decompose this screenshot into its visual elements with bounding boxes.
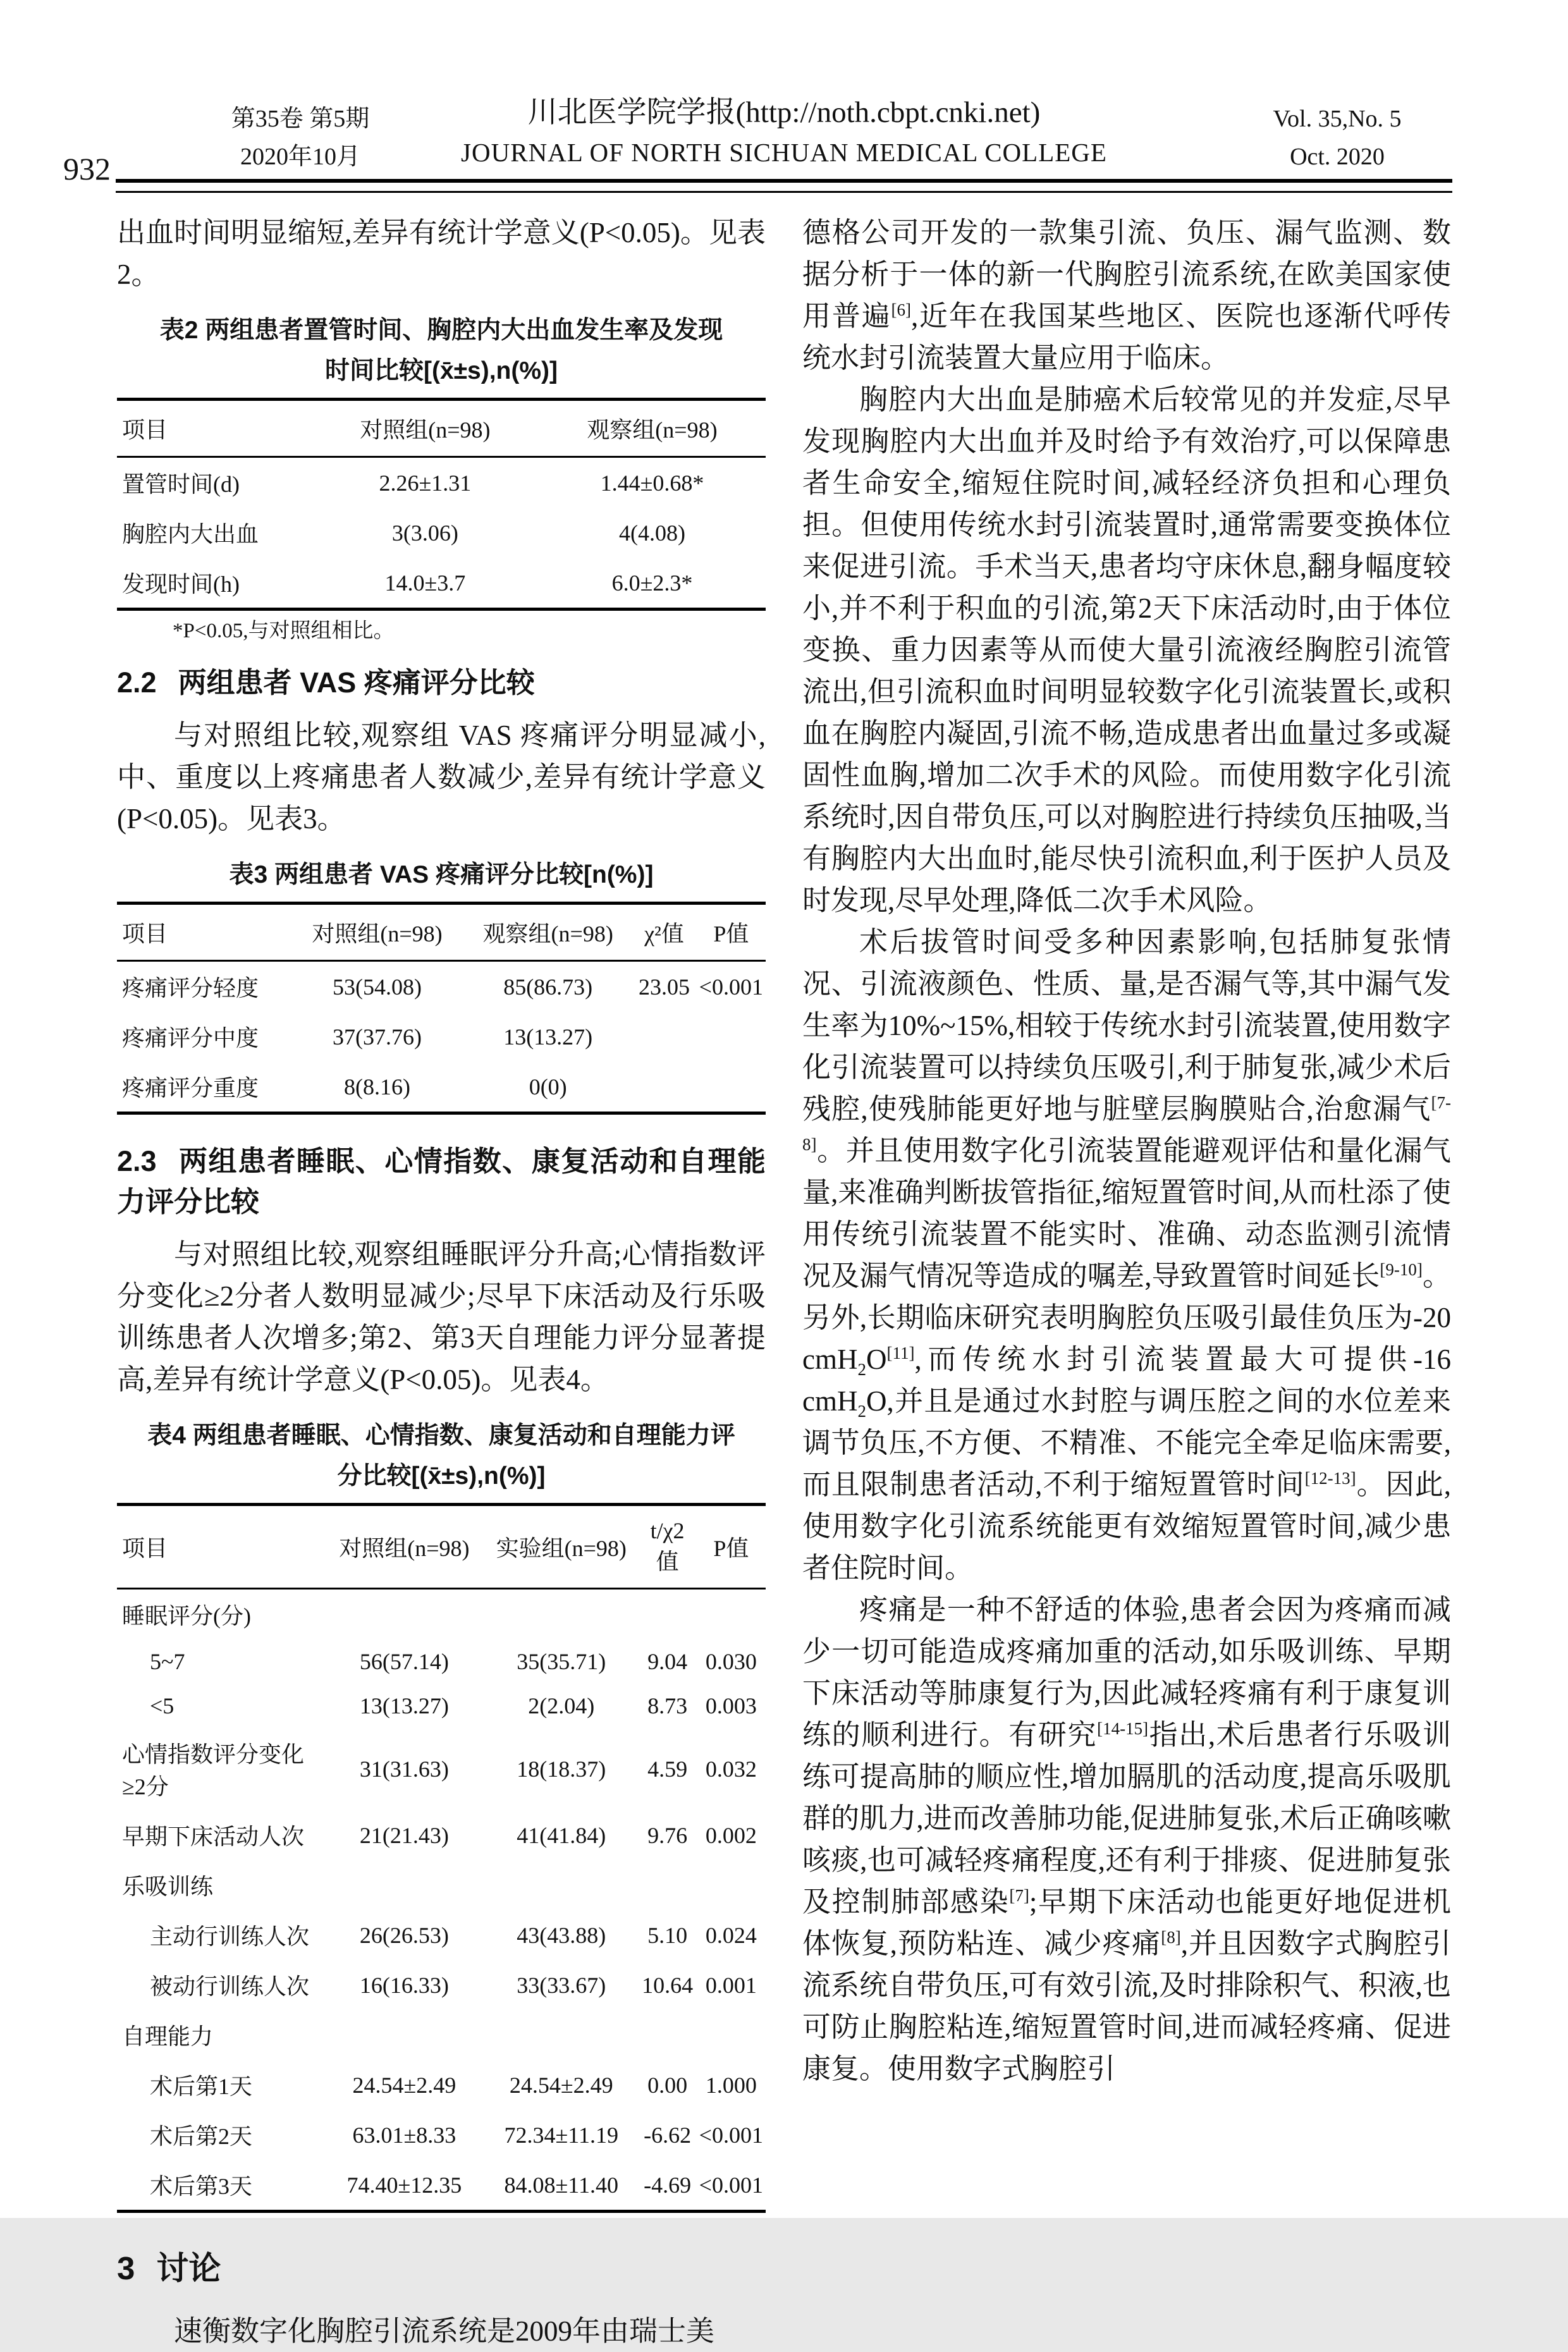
table-row: [117, 1589, 766, 1640]
table-cell: 主动行训练人次: [150, 1924, 310, 1949]
table-header-cell: χ²值: [644, 921, 684, 946]
table-cell: 0.024: [705, 1922, 757, 1948]
section-3-paragraph: 速衡数字化胸腔引流系统是2009年由瑞士美: [174, 2315, 715, 2347]
table-header-cell: t/χ2值: [650, 1518, 685, 1574]
section-3-heading: [117, 2248, 766, 2289]
page-number: 932: [63, 151, 111, 187]
table-row: [117, 2160, 766, 2212]
section-2-3-paragraph: 与对照组比较,观察组睡眠评分升高;心情指数评分变化≥2分者人数明显减少;尽早下床活动及行乐吸训练患者人次增多;第2、第3天自理能力评分显著提高,差异有统计学意义(P<0.05)。见表4。: [117, 1239, 766, 1395]
table-header-cell: 实验组(n=98): [496, 1536, 627, 1561]
table-cell: 21(21.43): [359, 1822, 449, 1848]
table-cell: 术后第3天: [150, 2174, 253, 2199]
table-3-caption: [117, 855, 766, 895]
table-header-cell: 对照组(n=98): [360, 417, 491, 443]
table-cell: 睡眠评分(分): [122, 1603, 251, 1629]
table-cell: 10.64: [642, 1972, 694, 1998]
table-row: [117, 2060, 766, 2110]
table-cell: 9.04: [647, 1649, 688, 1674]
table-row: [117, 508, 766, 558]
table-cell: 4(4.08): [618, 520, 685, 546]
table-cell: [324, 1589, 484, 1640]
table-cell: 56(57.14): [359, 1649, 449, 1674]
table-cell: 41(41.84): [517, 1822, 606, 1848]
citation-ref: [9-10]: [1380, 1260, 1423, 1279]
table-cell: [639, 2010, 697, 2060]
date-cn: 2020年10月: [240, 144, 360, 170]
table-cell: 发现时间(h): [122, 572, 240, 597]
volume-issue-cn: 第35卷 第5期: [231, 106, 370, 132]
table-cell: 早期下床活动人次: [122, 1824, 305, 1849]
table-cell: -4.69: [644, 2172, 692, 2198]
table-2-footnote: *P<0.05,与对照组相比。: [173, 620, 395, 642]
citation-ref: [12-13]: [1304, 1469, 1356, 1488]
table-cell: 0.001: [705, 1972, 757, 1998]
table-cell: 16(16.33): [359, 1972, 449, 1998]
table-cell: 13(13.27): [359, 1693, 449, 1718]
table-2-caption: [117, 310, 766, 391]
header-volume-issue-cn: [187, 100, 414, 176]
right-column: [802, 212, 1451, 2090]
table-cell: 疼痛评分轻度: [122, 976, 259, 1001]
table-cell: 术后第1天: [150, 2074, 253, 2099]
table-cell: 疼痛评分中度: [122, 1026, 259, 1051]
table-cell: [324, 2010, 484, 2060]
table-row: [117, 1860, 766, 1910]
table-row: [117, 1960, 766, 2010]
table-2-caption-line-1: 表2 两组患者置管时间、胸腔内大出血发生率及发现: [159, 317, 723, 344]
table-header-row: [117, 400, 766, 457]
table-cell: [632, 1012, 696, 1062]
table-cell: [697, 1012, 766, 1062]
table-cell: <0.001: [699, 2172, 763, 2198]
table-cell: 心情指数评分变化≥2分: [122, 1742, 305, 1799]
table-cell: [697, 2010, 766, 2060]
section-2-2-heading: [117, 663, 766, 703]
table-cell: 0.032: [705, 1756, 757, 1782]
right-paragraph-3: 术后拔管时间受多种因素影响,包括肺复张情况、引流液颜色、性质、量,是否漏气等,其中漏气发生率为10%~15%,相较于传统水封引流装置,使用数字化引流装置可以持续负压吸引,利于肺复张,减少术后残腔,使残肺能更好地与脏壁层胸膜贴合,治愈漏气[7-8]。并且使用数字化引流装置能避观评估和量化漏气量,来准确判断拔管指征,缩短置管时间,从而杜添了使用传统引流装置不能实时、准确、动态监测引流情况及漏气情况等造成的嘱差,导致置管时间延长[9-10]。另外,长期临床研究表明胸腔负压吸引最佳负压为-20 cmH$_2$O[11],而传统水封引流装置最大可提供-16 cmH$_2$O,并且是通过水封腔与调压腔之间的水位差来调节负压,不方便、不精准、不能完全牵足临床需要,而且限制患者活动,不利于缩短置管时间[12-13]。因此,使用数字化引流系统能更有效缩短置管时间,减少患者住院时间。: [802, 926, 1451, 1584]
table-cell: [697, 1589, 766, 1640]
table-cell: 1.44±0.68*: [600, 470, 704, 496]
table-cell: 18(18.37): [517, 1756, 606, 1782]
table-header-cell: 对照组(n=98): [312, 921, 443, 946]
header-journal-title: [461, 92, 1107, 172]
table-row: [117, 1062, 766, 1113]
table-cell: 84.08±11.40: [504, 2172, 618, 2198]
table-header-cell: 项目: [122, 1536, 168, 1561]
table-cell: <0.001: [699, 974, 763, 1000]
table-4-caption: [117, 1416, 766, 1497]
table-header-cell: P值: [713, 1536, 749, 1561]
table-cell: 胸腔内大出血: [122, 522, 259, 547]
citation-ref: [8]: [1161, 1928, 1181, 1947]
table-cell: <5: [150, 1693, 175, 1718]
table-cell: 置管时间(d): [122, 472, 240, 497]
table-row: [117, 1684, 766, 1728]
table-cell: 自理能力: [122, 2024, 214, 2049]
paragraph-continuation: 出血时间明显缩短,差异有统计学意义(P<0.05)。见表2。: [117, 217, 766, 290]
table-cell: 8(8.16): [344, 1074, 410, 1099]
table-cell: 术后第2天: [150, 2124, 253, 2149]
table-cell: [632, 1062, 696, 1113]
table-2: [117, 398, 766, 611]
table-cell: 53(54.08): [333, 974, 422, 1000]
table-row: [117, 2110, 766, 2160]
table-row: [117, 1910, 766, 1960]
table-cell: 8.73: [647, 1693, 688, 1718]
table-row: [117, 1639, 766, 1684]
right-paragraph-4: 疼痛是一种不舒适的体验,患者会因为疼痛而减少一切可能造成疼痛加重的活动,如乐吸训练、早期下床活动等肺康复行为,因此减轻疼痛有利于康复训练的顺利进行。有研究[14-15]指出,术后患者行乐吸训练可提高肺的顺应性,增加膈肌的活动度,提高乐吸肌群的肌力,进而改善肺功能,促进肺复张,术后正确咳嗽咳痰,也可减轻疼痛程度,还有利于排痰、促进肺复张及控制肺部感染[7];早期下床活动也能更好地促进机体恢复,预防粘连、减少疼痛[8],并且因数字式胸腔引流系统自带负压,可有效引流,及时排除积气、积液,也可防止胸腔粘连,缩短置管时间,进而减轻疼痛、促进康复。使用数字式胸腔引: [802, 1594, 1451, 2085]
section-3-number: 3: [117, 2250, 135, 2286]
table-cell: 0.00: [647, 2072, 688, 2098]
table-cell: 疼痛评分重度: [122, 1075, 259, 1101]
table-cell: 43(43.88): [517, 1922, 606, 1948]
table-cell: <0.001: [699, 2122, 763, 2148]
table-row: [117, 1012, 766, 1062]
citation-ref: [7]: [1009, 1886, 1029, 1905]
table-cell: 72.34±11.19: [504, 2122, 618, 2148]
table-cell: [484, 1589, 638, 1640]
section-2-2-title: 两组患者 VAS 疼痛评分比较: [178, 666, 535, 699]
table-cell: 2(2.04): [528, 1693, 595, 1718]
date-en: Oct. 2020: [1290, 144, 1385, 170]
table-cell: 乐吸训练: [122, 1874, 214, 1899]
table-header-cell: 观察组(n=98): [482, 921, 613, 946]
right-paragraph-2: 胸腔内大出血是肺癌术后较常见的并发症,尽早发现胸腔内大出血并及时给予有效治疗,可以保障患者生命安全,缩短住院时间,减轻经济负担和心理负担。但使用传统水封引流装置时,通常需要变换体位来促进引流。手术当天,患者均守床休息,翻身幅度较小,并不利于积血的引流,第2天下床活动时,由于体位变换、重力因素等从而使大量引流液经胸腔引流管流出,但引流积血时间明显较数字化引流装置长,或积血在胸腔内凝固,引流不畅,造成患者出血量过多或凝固性血胸,增加二次手术的风险。而使用数字化引流系统时,因自带负压,可以对胸腔进行持续负压抽吸,当有胸腔内大出血时,能尽快引流积血,利于医护人员及时发现,尽早处理,降低二次手术风险。: [802, 384, 1451, 916]
volume-issue-en: Vol. 35,No. 5: [1273, 106, 1402, 132]
table-cell: [484, 2010, 638, 2060]
section-2-3-title: 两组患者睡眠、心情指数、康复活动和自理能力评分比较: [117, 1145, 766, 1218]
right-paragraph-1: 德格公司开发的一款集引流、负压、漏气监测、数据分析于一体的新一代胸腔引流系统,在欧美国家使用普遍[6],近年在我国某些地区、医院也逐渐代呼传统水封引流装置大量应用于临床。: [802, 217, 1451, 374]
table-cell: 4.59: [647, 1756, 688, 1782]
table-cell: 85(86.73): [503, 974, 593, 1000]
table-cell: 0.002: [705, 1822, 757, 1848]
table-header-cell: 项目: [122, 921, 168, 946]
header-volume-issue-en: [1233, 100, 1442, 176]
table-cell: -6.62: [644, 2122, 692, 2148]
table-cell: 0(0): [529, 1074, 567, 1099]
table-3: [117, 902, 766, 1115]
table-row: [117, 457, 766, 508]
table-cell: 13(13.27): [503, 1024, 593, 1050]
table-cell: 74.40±12.35: [346, 2172, 462, 2198]
header-divider-rule: [116, 179, 1452, 193]
table-cell: 6.0±2.3*: [611, 570, 693, 596]
table-header-cell: 项目: [122, 417, 168, 443]
table-cell: 9.76: [647, 1822, 688, 1848]
table-cell: 0.003: [705, 1693, 757, 1718]
table-cell: [484, 1860, 638, 1910]
table-row: [117, 558, 766, 609]
table-2-caption-line-2: 时间比较[(x̄±s),n(%)]: [324, 357, 558, 384]
citation-ref: [6]: [891, 300, 911, 319]
table-cell: 33(33.67): [517, 1972, 606, 1998]
journal-title-en: JOURNAL OF NORTH SICHUAN MEDICAL COLLEGE: [461, 138, 1107, 167]
subscript: 2: [857, 1402, 866, 1421]
table-cell: 5.10: [647, 1922, 688, 1948]
table-header-cell: P值: [713, 921, 749, 946]
table-header-cell: 对照组(n=98): [339, 1536, 470, 1561]
table-cell: 24.54±2.49: [509, 2072, 613, 2098]
section-2-2-number: 2.2: [117, 666, 157, 699]
table-cell: [639, 1860, 697, 1910]
left-column: [117, 212, 766, 2352]
table-cell: 14.0±3.7: [384, 570, 466, 596]
table-cell: 5~7: [150, 1649, 185, 1674]
table-cell: 23.05: [638, 974, 690, 1000]
table-row: [117, 961, 766, 1012]
table-cell: 被动行训练人次: [150, 1974, 310, 1999]
section-2-2-paragraph: 与对照组比较,观察组 VAS 疼痛评分明显减小,中、重度以上疼痛患者人数减少,差异有统计学意义(P<0.05)。见表3。: [117, 720, 766, 835]
table-header-row: [117, 903, 766, 961]
table-row: [117, 1810, 766, 1860]
citation-ref: [7-8]: [802, 1093, 1451, 1154]
table-cell: [639, 1589, 697, 1640]
table-cell: 2.26±1.31: [379, 470, 472, 496]
table-cell: 24.54±2.49: [352, 2072, 456, 2098]
table-cell: 35(35.71): [517, 1649, 606, 1674]
table-cell: 1.000: [705, 2072, 757, 2098]
journal-title-cn: 川北医学院学报(http://noth.cbpt.cnki.net): [527, 96, 1041, 129]
table-cell: [697, 1062, 766, 1113]
table-cell: 0.030: [705, 1649, 757, 1674]
table-row: [117, 1728, 766, 1810]
table-4: [117, 1503, 766, 2213]
table-cell: 63.01±8.33: [352, 2122, 456, 2148]
table-cell: 37(37.76): [333, 1024, 422, 1050]
table-header-cell: 观察组(n=98): [587, 417, 718, 443]
citation-ref: [11]: [886, 1344, 915, 1363]
table-cell: 26(26.53): [359, 1922, 449, 1948]
section-3-title: 讨论: [156, 2250, 221, 2286]
section-2-3-number: 2.3: [117, 1145, 157, 1177]
table-4-caption-line-1: 表4 两组患者睡眠、心情指数、康复活动和自理能力评: [147, 1422, 735, 1449]
table-cell: 31(31.63): [359, 1756, 449, 1782]
table-4-caption-line-2: 分比较[(x̄±s),n(%)]: [337, 1462, 546, 1490]
table-row: [117, 2010, 766, 2060]
section-2-3-heading: [117, 1141, 766, 1222]
table-cell: 3(3.06): [391, 520, 458, 546]
table-cell: [324, 1860, 484, 1910]
table-header-row: [117, 1505, 766, 1589]
subscript: 2: [857, 1360, 866, 1379]
table-3-caption-line-1: 表3 两组患者 VAS 疼痛评分比较[n(%)]: [229, 861, 654, 888]
table-cell: [697, 1860, 766, 1910]
citation-ref: [14-15]: [1097, 1719, 1149, 1738]
